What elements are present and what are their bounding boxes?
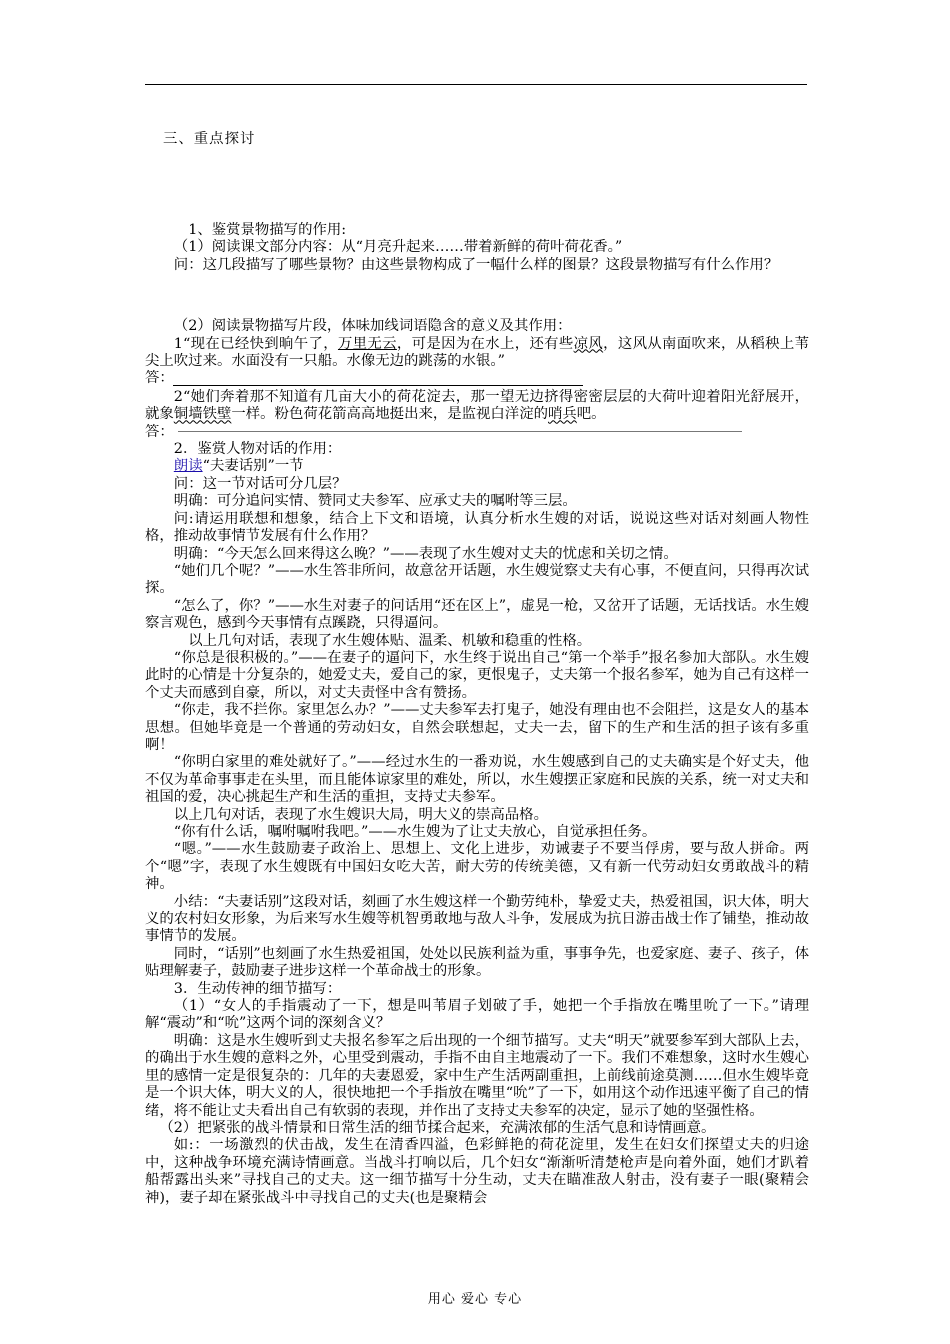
quote-1: 1“现在已经快到晌午了，万里无云，可是因为在水上，还有些凉风，这风从南面吹来，从稻秧上苇尖上吹过来。水面没有一只船。水像无边的跳荡的水银。” xyxy=(145,335,809,370)
paragraph: “你总是很积极的。”——在妻子的逼问下，水生终于说出自己“第一个举手”报名参加大部队。水生嫂此时的心情是十分复杂的，她爱丈夫，爱自己的家，更恨鬼子，丈夫第一个报名参军，她为自己有这样一个丈夫而感到自豪，所以，对丈夫责怪中含有赞扬。 xyxy=(145,649,809,701)
paragraph: （1）“女人的手指震动了一下，想是叫苇眉子划破了手，她把一个手指放在嘴里吮了一下。”请理解“震动”和“吮”这两个词的深刻含义？ xyxy=(145,998,809,1032)
answer-rule xyxy=(178,431,742,432)
answer-line: 答： xyxy=(145,424,809,441)
paragraph: 明确：可分追问实情、赞同丈夫参军、应承丈夫的嘱咐等三层。 xyxy=(173,493,577,510)
subheading-2: 2．鉴赏人物对话的作用： xyxy=(173,441,342,458)
paragraph: （2）阅读景物描写片段，体味加线词语隐含的意义及其作用： xyxy=(173,318,572,335)
answer-line: 答： xyxy=(145,370,174,387)
page-footer: 用心 爱心 专心 xyxy=(427,1292,523,1307)
underlined-phrase: 铜墙铁壁 xyxy=(173,406,232,423)
quote-2: 2“她们奔着那不知道有几亩大小的荷花淀去，那一望无边挤得密密层层的大荷叶迎着阳光舒展开，就象铜墙铁壁一样。粉色荷花箭高高地挺出来，是监视白洋淀的哨兵吧。 xyxy=(145,388,809,423)
paragraph: 朗读“夫妻话别”一节 xyxy=(173,458,304,475)
paragraph: 明确：这是水生嫂听到丈夫报名参军之后出现的一个细节描写。丈夫“明天”就要参军到大部队上去，的确出于水生嫂的意料之外，心里受到震动，手指不由自主地震动了一下。我们不难想象，这时水生嫂心里的感情一定是很复杂的：几年的夫妻恩爱，家中生产生活两副重担，上前线前途莫测……但水生嫂毕竟是一个识大体，明大义的人，很快地把一个手指放在嘴里“吮”了一下，如用这个动作迅速平衡了自己的情绪，将不能让丈夫看出自己有软弱的表现，并作出了支持丈夫参军的决定，显示了她的坚强性格。 xyxy=(145,1032,809,1119)
underlined-phrase: 哨兵 xyxy=(547,406,577,423)
paragraph: 同时，“话别”也刻画了水生热爱祖国，处处以民族利益为重，事事争先，也爱家庭、妻子、孩子，体贴理解妻子，鼓励妻子进步这样一个革命战士的形象。 xyxy=(145,945,809,980)
paragraph: 如:：一场激烈的伏击战，发生在清香四溢，色彩鲜艳的荷花淀里，发生在妇女们探望丈夫的归途中，这种战争环境充满诗情画意。当战斗打响以后，几个妇女“渐渐听清楚枪声是向着外面，她们才趴着船帮露出头来”寻找自己的丈夫。这一细节描写十分生动，丈夫在瞄准敌人射击，没有妻子一眼(聚精会神)，妻子却在紧张战斗中寻找自己的丈夫(也是聚精会 xyxy=(145,1137,809,1206)
body-text xyxy=(145,222,809,1207)
underlined-phrase: 凉风 xyxy=(573,335,604,352)
question: 问：这几段描写了哪些景物？由这些景物构成了一幅什么样的图景？这段景物描写有什么作用？ xyxy=(173,256,779,273)
question: 问：这一节对话可分几层？ xyxy=(173,475,347,492)
paragraph: “你走，我不拦你。家里怎么办？”——丈夫参军去打鬼子，她没有理由也不会阻拦，这是女人的基本思想。但她毕竟是一个普通的劳动妇女，自然会联想起，丈夫一去，留下的生产和生活的担子该有多重啊！ xyxy=(145,702,809,753)
subheading-3: 3．生动传神的细节描写： xyxy=(173,980,342,997)
underlined-phrase: 万里无云 xyxy=(337,335,397,352)
paragraph: “嗯。”——水生鼓励妻子政治上、思想上、文化上进步，劝诫妻子不要当俘虏，要与敌人拼命。两个“嗯”字，表现了水生嫂既有中国妇女吃大苦，耐大劳的传统美德，又有新一代劳动妇女勇敢战斗的精神。 xyxy=(145,841,809,893)
summary: 小结：“夫妻话别”这段对话，刻画了水生嫂这样一个勤劳纯朴，挚爱丈夫，热爱祖国，识大体，明大义的农村妇女形象，为后来写水生嫂等机智勇敢地与敌人斗争，发展成为抗日游击战士作了铺垫，推动故事情节的发展。 xyxy=(145,893,809,945)
paragraph: “你有什么话，嘱咐嘱咐我吧。”——水生嫂为了让丈夫放心，自觉承担任务。 xyxy=(173,824,657,840)
section-title: 三、重点探讨 xyxy=(163,131,256,147)
paragraph: “怎么了，你？”——水生对妻子的问话用“还在区上”，虚晃一枪，又岔开了话题，无话找话。水生嫂察言观色，感到今天事情有点蹊跷，只得逼问。 xyxy=(145,597,809,632)
spacer xyxy=(145,274,809,318)
paragraph: “你明白家里的难处就好了。”——经过水生的一番劝说，水生嫂感到自己的丈夫确实是个好丈夫，他不仅为革命事事走在头里，而且能体谅家里的难处，所以，水生嫂摆正家庭和民族的关系，统一对丈夫和祖国的爱，决心挑起生产和生活的重担，支持丈夫参军。 xyxy=(145,754,809,806)
paragraph: “她们几个呢？”——水生答非所问，故意岔开话题，水生嫂觉察丈夫有心事，不便直问，只得再次试探。 xyxy=(145,562,809,597)
question: 问:请运用联想和想象，结合上下文和语境，认真分析水生嫂的对话，说说这些对话对刻画人物性格，推动故事情节发展有什么作用？ xyxy=(145,510,809,545)
paragraph: （2）把紧张的战斗情景和日常生活的细节揉合起来，充满浓郁的生活气息和诗情画意。 xyxy=(159,1119,716,1136)
paragraph: 以上几句对话，表现了水生嫂体贴、温柔、机敏和稳重的性格。 xyxy=(188,632,592,649)
answer-rule xyxy=(173,385,583,386)
read-aloud-link[interactable]: 朗读 xyxy=(173,458,203,475)
paragraph: 以上几句对话，表现了水生嫂识大局，明大义的崇高品格。 xyxy=(173,806,548,823)
header-rule xyxy=(145,84,807,85)
subheading-1: 1、鉴赏景物描写的作用: xyxy=(188,222,347,238)
paragraph: 明确：“今天怎么回来得这么晚？”——表现了水生嫂对丈夫的忧虑和关切之情。 xyxy=(173,545,678,562)
paragraph: （1）阅读课文部分内容：从“月亮升起来……带着新鲜的荷叶荷花香。” xyxy=(173,239,623,256)
